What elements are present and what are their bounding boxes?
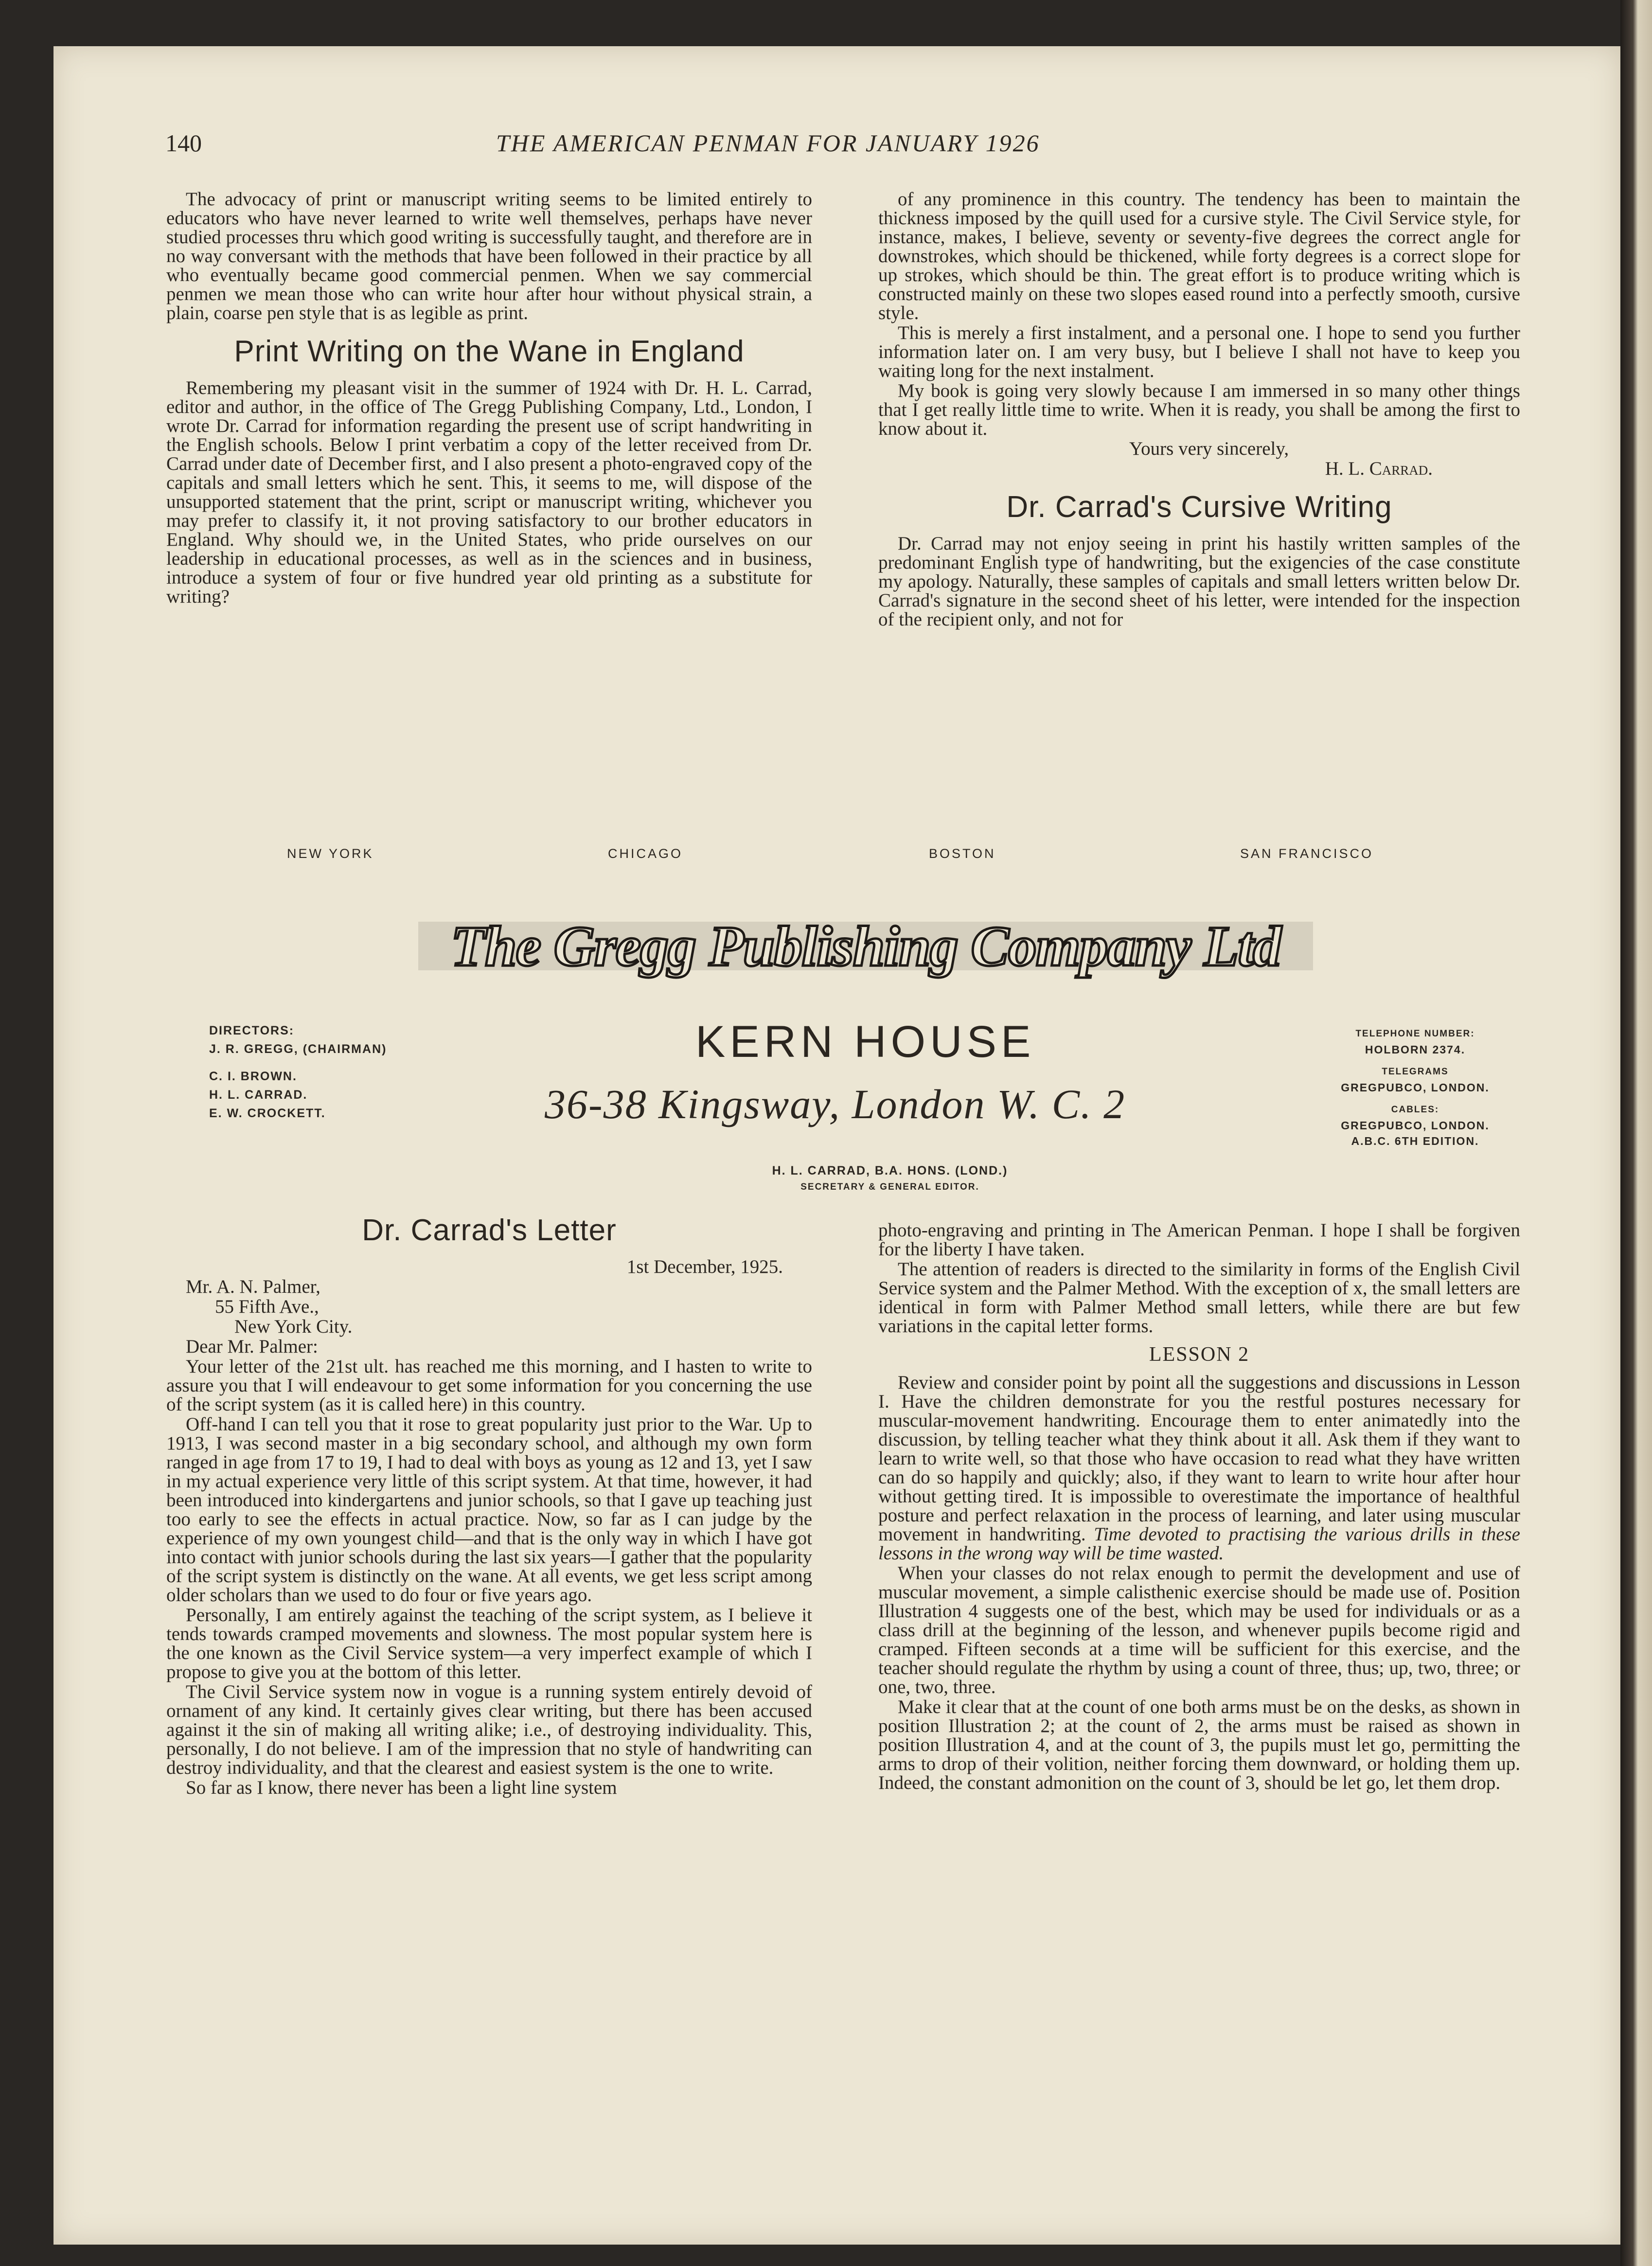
paragraph: This is merely a first instalment, and a personal one. I hope to send you further information later on. I am very busy, but I believe I shall not have to keep you waiting long for the next instalment. [878, 322, 1520, 381]
section-heading-print-writing: Print Writing on the Wane in England [234, 335, 745, 368]
cables-code: A.B.C. 6TH EDITION. [1351, 1135, 1479, 1147]
address-line: Mr. A. N. Palmer, [186, 1276, 320, 1297]
secretary-line [720, 1162, 1060, 1195]
telegrams-address: GREGPUBCO, LONDON. [1341, 1081, 1490, 1094]
telegrams-label: TELEGRAMS [1382, 1067, 1449, 1077]
svg-text:The Gregg Publishing Company L: The Gregg Publishing Company Ltd [450, 914, 1281, 978]
cables-label: CABLES: [1391, 1105, 1439, 1115]
italic-emphasis: Time devoted to practising the various drills in these lessons in the wrong way will be time wasted. [878, 1524, 1520, 1564]
company-logo [418, 902, 1313, 990]
paragraph: When your classes do not relax enough to permit the development and use of muscular movement, a simple calisthenic exercise should be made use of. Position Illustration 4 suggests one of the best, which may be used for individuals or as a class drill at the beginning of the lesson, and whenever pupils become rigid and cramped. Fifteen seconds at a time will be sufficient for this exercise, and the teacher should regulate the rhythm by using a count of three, thus; up, two, three; or one, two, three. [878, 1563, 1520, 1697]
director: C. I. BROWN. [209, 1070, 297, 1083]
page-number: 140 [165, 129, 202, 157]
paragraph: of any prominence in this country. The tendency has been to maintain the thickness imposed by the quill used for a cursive style. The Civil Service style, for instance, makes, I believe, seventy or seventy-five degrees the correct angle for downstrokes, which should be thickened, while forty degrees is a correct slope for up strokes, which should be thin. The great effort is to produce writing which is constructed mainly on these two slopes eased round into a perfectly smooth, cursive style. [878, 189, 1520, 323]
address-line: 55 Fifth Ave., [215, 1296, 319, 1317]
lesson-heading: LESSON 2 [1149, 1343, 1250, 1366]
city: NEW YORK [287, 846, 374, 861]
cables-address: GREGPUBCO, LONDON. [1341, 1119, 1490, 1132]
telephone-label: TELEPHONE NUMBER: [1355, 1029, 1475, 1039]
building-name: KERN HOUSE [695, 1017, 1035, 1067]
paragraph: photo-engraving and printing in The American Penman. I hope I shall be forgiven for the liberty I have taken. [878, 1220, 1520, 1260]
city: BOSTON [929, 846, 996, 861]
address-line: New York City. [234, 1316, 353, 1337]
book-spine-edge [1620, 0, 1652, 2266]
column-bottom-left [166, 1213, 812, 1798]
column-top-left [166, 190, 812, 606]
section-heading-letter: Dr. Carrad's Letter [362, 1213, 617, 1247]
paragraph: Personally, I am entirely against the teaching of the script system, as I believe it tends towards cramped movements and slowness. The most popular system here is the one known as the Civil Service system—a very imperfect example of which I propose to give you at the bottom of this letter. [166, 1605, 812, 1682]
paragraph: The attention of readers is directed to the similarity in forms of the English Civil Service system and the Palmer Method. With the exception of x, the small letters are identical in form with Palmer Method small letters, while there are but few variations in the capital letter forms. [878, 1259, 1520, 1337]
city: CHICAGO [608, 846, 683, 861]
letter-closing: Yours very sincerely, [1129, 438, 1289, 459]
director: E. W. CROCKETT. [209, 1106, 326, 1120]
paragraph: So far as I know, there never has been a light line system [186, 1777, 617, 1798]
salutation: Dear Mr. Palmer: [186, 1336, 318, 1357]
paragraph: Make it clear that at the count of one both arms must be on the desks, as shown in position Illustration 2; at the count of 2, the arms must be raised as shown in position Illustration 4, and at the count of 3, the pupils must let go, permitting the arms to drop of their volition, neither forcing them downward, or holding them up. Indeed, the constant admonition on the count of 3, should be let go, let them drop. [878, 1696, 1520, 1793]
paragraph-text: Review and consider point by point all the suggestions and discussions in Lesson I. Have the children demonstrate for you the restful postures necessary for muscular-movement handwriting. Encourage them to enter animatedly into the discussion, by telling teacher what they think about it all. Ask them if they want to learn to write well, so that those who have occasion to read what they have written can do so happily and quickly; also, if they want to learn to write hour after hour without getting tired. It is impossible to overestimate the importance of healthful posture and perfect relaxation in the process of learning, and later using muscular movement in handwriting. [878, 1372, 1520, 1545]
directors-label: DIRECTORS: [209, 1024, 295, 1037]
page-header [165, 129, 1517, 163]
company-address: 36-38 Kingsway, London W. C. 2 [545, 1081, 1126, 1127]
directors-list [209, 1021, 387, 1123]
section-heading-cursive-writing: Dr. Carrad's Cursive Writing [1006, 490, 1392, 524]
contact-info [1323, 1026, 1508, 1149]
paragraph: The Civil Service system now in vogue is a running system entirely devoid of ornament of any kind. It certainly gives clear writing, but there has been accused against it the sin of making all writing alike; i.e., of destroying individuality. This, personally, I do not believe. I am of the impression that no style of handwriting can destroy individuality, and that the clearest and easiest system is the one to write. [166, 1681, 812, 1778]
director: H. L. CARRAD. [209, 1088, 308, 1102]
director: J. R. GREGG, (CHAIRMAN) [209, 1042, 387, 1056]
paragraph: Dr. Carrad may not enjoy seeing in print his hastily written samples of the predominant English type of handwriting, but the exigencies of the case constitute my apology. Naturally, these samples of capitals and small letters written below Dr. Carrad's signature in the second sheet of his letter, were intended for the inspection of the recipient only, and not for [878, 533, 1520, 630]
paragraph: Remembering my pleasant visit in the summer of 1924 with Dr. H. L. Carrad, editor and author, in the office of The Gregg Publishing Company, Ltd., London, I wrote Dr. Carrad for information regarding the present use of script handwriting in the English schools. Below I print verbatim a copy of the letter received from Dr. Carrad under date of December first, and I also present a photo-engraved copy of the capitals and small letters which he sent. This, it seems to me, will dispose of the unsupported statement that the print, script or manuscript writing, whichever you may prefer to classify it, it not proving satisfactory to our brother educators in England. Why should we, in the United States, who pride ourselves on our leadership in educational processes, as well as in the sciences and in business, introduce a system of four or five hundred year old printing as a substitute for writing? [166, 377, 812, 607]
letterhead-image [209, 846, 1508, 1216]
telephone-number: HOLBORN 2374. [1365, 1043, 1466, 1056]
paragraph: Off-hand I can tell you that it rose to great popularity just prior to the War. Up to 1913, I was second master in a big secondary school, and although my own form ranged in age from 17 to 19, I had to deal with boys as young as 12 and 13, yet I saw in my actual experience very little of this script system. At that time, however, it had been introduced into kindergartens and junior schools, so that I gave up teaching just too early to see the effects in actual practice. Now, so far as I can judge by the experience of my own youngest child—and that is the only way in which I have got into contact with junior schools during the last six years—I gather that the popularity of the script system is distinctly on the wane. At all events, we get less script among older scholars than we used to do four or five years ago. [166, 1414, 812, 1606]
intro-paragraph: The advocacy of print or manuscript writing seems to be limited entirely to educators who have never learned to write well themselves, perhaps have never studied processes thru which good writing is successfully taught, and therefore are in no way conversant with the methods that have been followed in their practice by all who eventually became good commercial penmen. When we say commercial penmen we mean those who can write hour after hour without physical strain, a plain, coarse pen style that is as legible as print. [166, 189, 812, 323]
paragraph [878, 1373, 1520, 1563]
paragraph: My book is going very slowly because I am immersed in so many other things that I get really little time to write. When it is ready, you shall be among the first to know about it. [878, 380, 1520, 439]
column-bottom-right [878, 1221, 1520, 1792]
secretary-name: H. L. CARRAD, B.A. HONS. (LOND.) [772, 1164, 1008, 1178]
paragraph: Your letter of the 21st ult. has reached me this morning, and I hasten to write to assure you that I will endeavour to get some information for you concerning the use of the script system (as it is called here) in this country. [166, 1356, 812, 1415]
city: SAN FRANCISCO [1240, 846, 1374, 861]
secretary-title: SECRETARY & GENERAL EDITOR. [800, 1182, 979, 1192]
letter-signature: H. L. Carrad. [1325, 458, 1433, 479]
letter-date: 1st December, 1925. [626, 1256, 783, 1277]
running-title: THE AMERICAN PENMAN FOR JANUARY 1926 [496, 129, 1040, 157]
column-top-right [878, 190, 1520, 629]
